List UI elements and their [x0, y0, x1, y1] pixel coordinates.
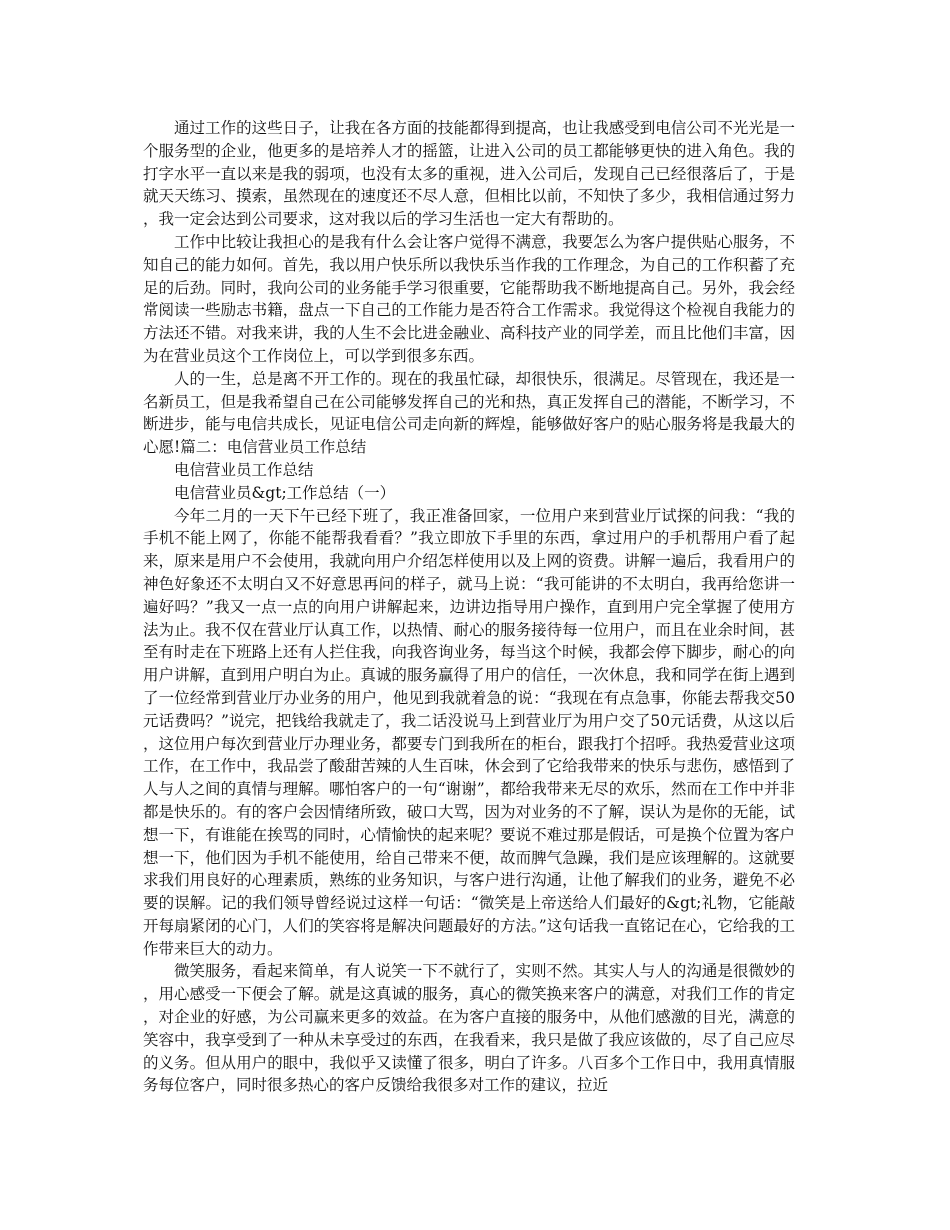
document-page — [143, 117, 795, 1097]
paragraph-skills-growth: 通过工作的这些日子，让我在各方面的技能都得到提高，也让我感受到电信公司不光光是一个服务型的企业，他更多的是培养人才的摇篮，让进入公司的员工都能够更快的进入角色。我的打字水平一直以来是我的弱项，也没有太多的重视，进入公司后，发现自己已经很落后了，于是就天天练习、摸索，虽然现在的速度还不尽人意，但相比以前，不知快了多少，我相信通过努力，我一定会达到公司要求，这对我以后的学习生活也一定大有帮助的。 — [143, 119, 795, 229]
paragraph-smile-service: 微笑服务，看起来简单，有人说笑一下不就行了，实则不然。其实人与人的沟通是很微妙的，用心感受一下便会了解。就是这真诚的服务，真心的微笑换来客户的满意，对我们工作的肯定，对企业的好感，为公司赢来更多的效益。在为客户直接的服务中，从他们感激的目光，满意的笑容中，我享受到了一种从未享受过的东西，在我看来，我只是做了我应该做的，尽了自己应尽的义务。但从用户的眼中，我似乎又读懂了很多，明白了许多。八百多个工作日中，我用真情服务每位客户，同时很多热心的客户反馈给我很多对工作的建议，拉近 — [143, 962, 795, 1095]
paragraph-customer-story: 今年二月的一天下午已经下班了，我正准备回家，一位用户来到营业厅试探的问我：“我的手机不能上网了，你能不能帮我看看？”我立即放下手里的东西，拿过用户的手机帮用户看了起来，原来是用户不会使用，我就向用户介绍怎样使用以及上网的资费。讲解一遍后，我看用户的神色好象还不太明白又不好意思再问的样子，就马上说：“我可能讲的不太明白，我再给您讲一遍好吗？”我又一点一点的向用户讲解起来，边讲边指导用户操作，直到用户完全掌握了使用方法为止。我不仅在营业厅认真工作，以热情、耐心的服务接待每一位用户，而且在业余时间，甚至有时走在下班路上还有人拦住我，向我咨询业务，每当这个时候，我都会停下脚步，耐心的向用户讲解，直到用户明白为止。真诚的服务赢得了用户的信任，一次休息，我和同学在街上遇到了一位经常到营业厅办业务的用户，他见到我就着急的说：“我现在有点急事，你能去帮我交50元话费吗？”说完，把钱给我就走了，我二话没说马上到营业厅为用户交了50元话费，从这以后，这位用户每次到营业厅办理业务，都要专门到我所在的柜台，跟我打个招呼。我热爱营业这项工作，在工作中，我品尝了酸甜苦辣的人生百味，休会到了它给我带来的快乐与悲伤，感悟到了人与人之间的真情与理解。哪怕客户的一句“谢谢”，都给我带来无尽的欢乐，然而在工作中并非都是快乐的。有的客户会因情绪所致，破口大骂，因为对业务的不了解，误认为是你的无能，试想一下，有谁能在挨骂的同时，心情愉快的起来呢？要说不难过那是假话，可是换个位置为客户想一下，他们因为手机不能使用，给自己带来不便，故而脾气急躁，我们是应该理解的。这就要求我们用良好的心理素质，熟练的业务知识，与客户进行沟通，让他了解我们的业务，避免不必要的误解。记的我们领导曾经说过这样一句话：“微笑是上帝送给人们最好的&gt;礼物，它能敲开每扇紧闭的心门，人们的笑容将是解决问题最好的方法。”这句话我一直铭记在心，它给我的工作带来巨大的动力。 — [143, 506, 795, 958]
paragraph-life-and-work: 人的一生，总是离不开工作的。现在的我虽忙碌，却很快乐，很满足。尽管现在，我还是一名新员工，但是我希望自己在公司能够发挥自己的光和热，真正发挥自己的潜能，不断学习，不断进步，能与电信共成长，见证电信公司走向新的辉煌，能够做好客户的贴心服务将是我最大的心愿!篇二：电信营业员工作总结 — [143, 369, 795, 457]
section-subtitle: 电信营业员&gt;工作总结（一） — [174, 483, 396, 502]
paragraph-customer-service-worry: 工作中比较让我担心的是我有什么会让客户觉得不满意，我要怎么为客户提供贴心服务，不知自己的能力如何。首先，我以用户快乐所以我快乐当作我的工作理念，为自己的工作积蓄了充足的后劲。同时，我向公司的业务能手学习很重要，它能帮助我不断地提高自己。另外，我会经常阅读一些励志书籍，盘点一下自己的工作能力是否符合工作需求。我觉得这个检视自我能力的方法还不错。对我来讲，我的人生不会比进金融业、高科技产业的同学差，而且比他们丰富，因为在营业员这个工作岗位上，可以学到很多东西。 — [143, 232, 795, 365]
section-title: 电信营业员工作总结 — [174, 460, 314, 479]
